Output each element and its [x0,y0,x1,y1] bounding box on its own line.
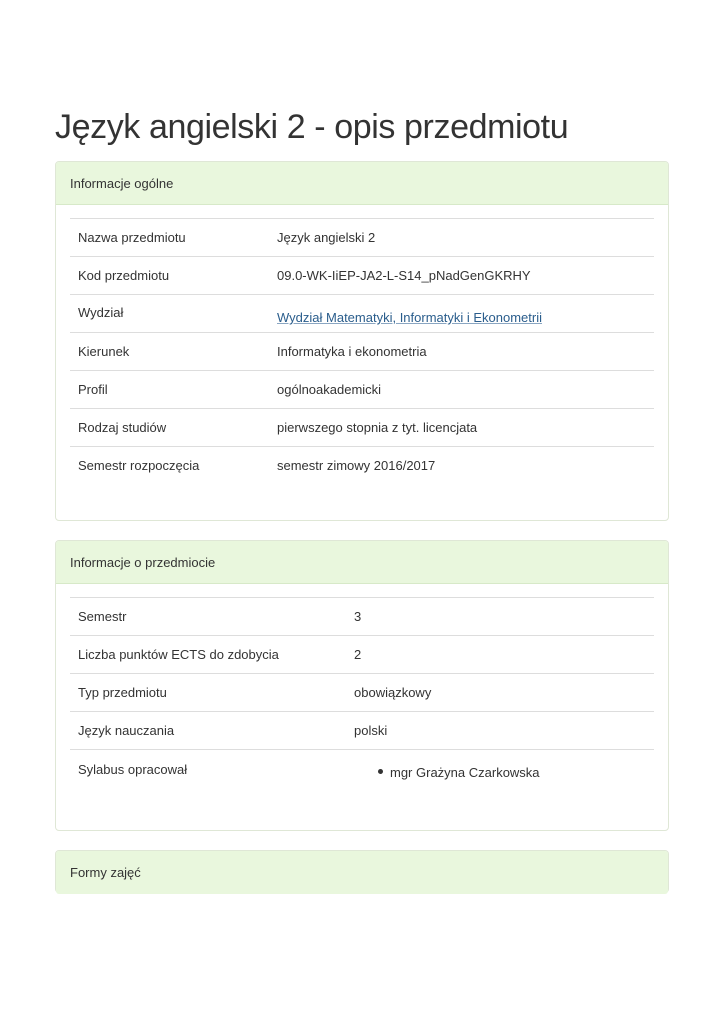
row-label: Liczba punktów ECTS do zdobycia [78,647,279,662]
row-value: 2 [354,647,362,662]
general-info-table [70,218,654,485]
table-row [70,712,654,750]
list-item: mgr Grażyna Czarkowska [378,765,646,780]
page-title: Język angielski 2 - opis przedmiotu [55,108,569,146]
row-label: Kod przedmiotu [78,268,170,283]
row-value [346,750,654,788]
subject-info-table [70,597,654,788]
faculty-link[interactable]: Wydział Matematyki, Informatyki i Ekonometrii [277,310,543,325]
row-label: Typ przedmiotu [78,685,167,700]
general-info-heading: Informacje ogólne [56,162,668,205]
row-label: Profil [78,382,108,397]
table-row [70,409,654,447]
row-label: Sylabus opracował [78,762,188,777]
row-value: 09.0-WK-IiEP-JA2-L-S14_pNadGenGKRHY [277,268,531,283]
class-forms-heading: Formy zajęć [56,851,668,894]
row-label: Semestr [78,609,127,624]
table-row [70,371,654,409]
table-row [70,219,654,257]
row-value: 3 [354,609,362,624]
row-value: Język angielski 2 [277,230,376,245]
subject-info-heading: Informacje o przedmiocie [56,541,668,584]
table-row [70,295,654,333]
table-row [70,598,654,636]
subject-info-panel [55,540,669,831]
syllabus-authors-list [354,765,646,780]
row-label: Kierunek [78,344,130,359]
row-value: Informatyka i ekonometria [277,344,427,359]
row-value: semestr zimowy 2016/2017 [277,458,436,474]
row-value [269,295,654,333]
row-label: Rodzaj studiów [78,420,167,435]
row-label: Język nauczania [78,723,175,738]
table-row [70,333,654,371]
class-forms-panel [55,850,669,893]
general-info-panel [55,161,669,521]
table-row [70,750,654,788]
table-row [70,674,654,712]
row-label: Nazwa przedmiotu [78,230,186,245]
table-row [70,447,654,485]
row-label: Semestr rozpoczęcia [78,458,200,474]
table-row [70,636,654,674]
table-row [70,257,654,295]
row-value: obowiązkowy [354,685,432,700]
row-label: Wydział [78,305,124,320]
row-value: pierwszego stopnia z tyt. licencjata [277,420,478,435]
row-value: polski [354,723,388,738]
row-value: ogólnoakademicki [277,382,382,397]
